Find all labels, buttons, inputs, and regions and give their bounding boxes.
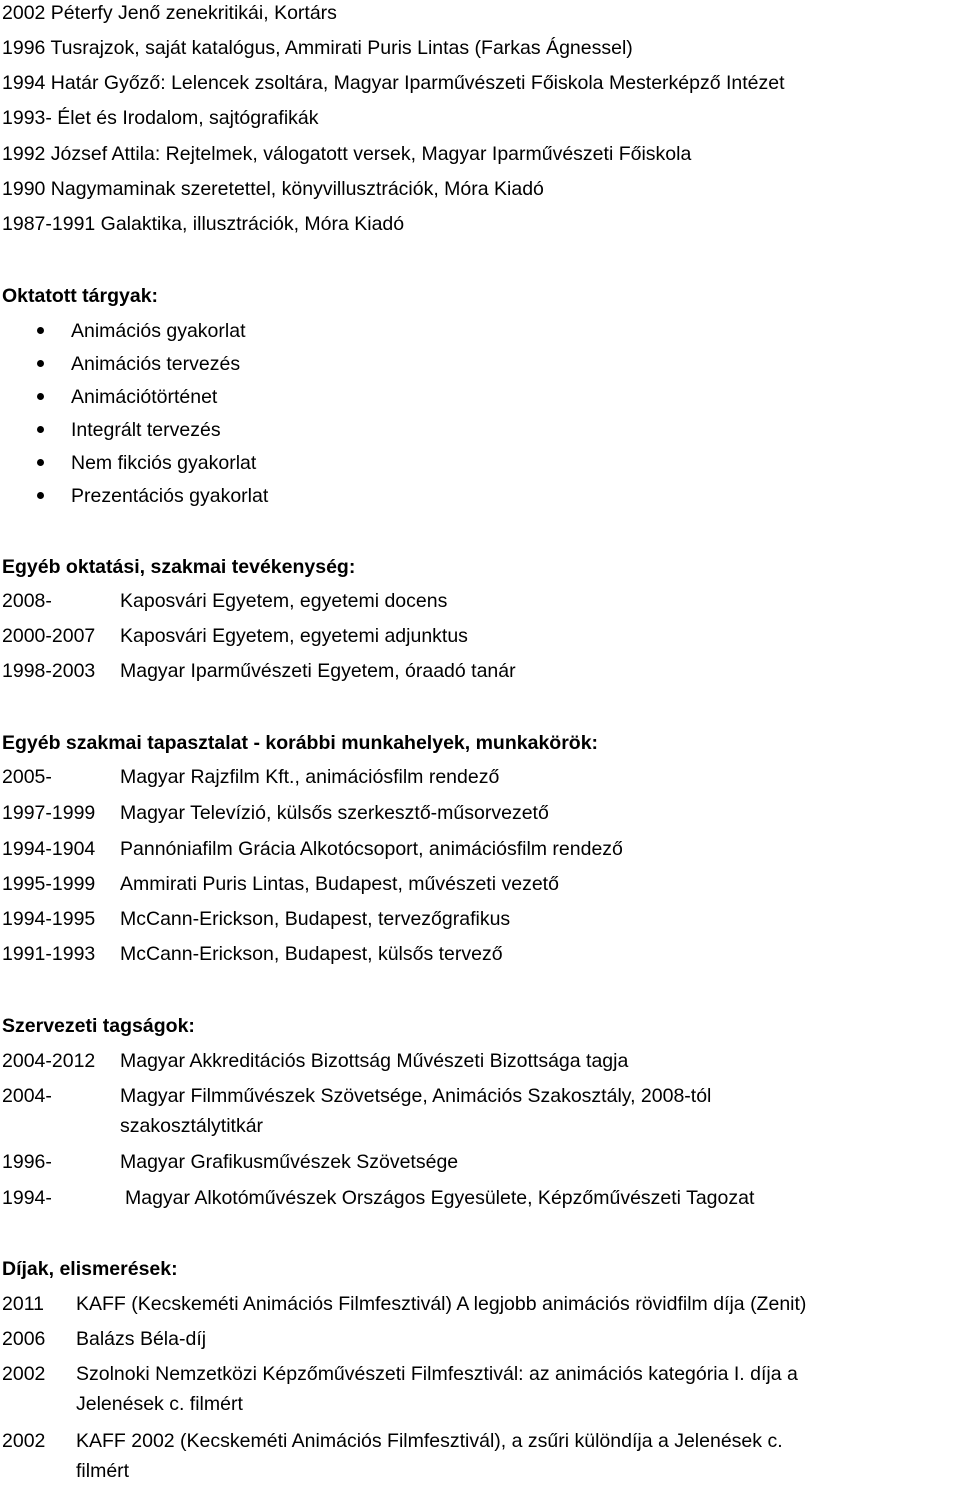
publication-line: 1987-1991 Galaktika, illusztrációk, Móra Kiadó	[2, 213, 405, 235]
publication-line: 1992 József Attila: Rejtelmek, válogatott versek, Magyar Iparművészeti Főiskola	[2, 143, 692, 165]
entry-text: McCann-Erickson, Budapest, tervezőgrafikus	[120, 908, 511, 930]
section-heading-memberships: Szervezeti tagságok:	[2, 1015, 195, 1037]
bullet-icon	[37, 492, 44, 499]
entry-text: Pannóniafilm Grácia Alkotócsoport, animációsfilm rendező	[120, 838, 623, 860]
year-label: 2011	[2, 1293, 44, 1315]
list-item	[37, 485, 268, 508]
subject-label: Integrált tervezés	[71, 419, 221, 441]
entry-text: Magyar Iparművészeti Egyetem, óraadó tanár	[120, 660, 516, 682]
entry-text: Magyar Rajzfilm Kft., animációsfilm rendező	[120, 766, 500, 788]
entry-text: KAFF (Kecskeméti Animációs Filmfesztivál) A legjobb animációs rövidfilm díja (Zenit)	[76, 1293, 807, 1315]
publication-line: 1994 Határ Győző: Lelencek zsoltára, Magyar Iparművészeti Főiskola Mesterképző Intézet	[2, 72, 785, 94]
list-item	[37, 419, 221, 442]
entry-text: Magyar Televízió, külsős szerkesztő-műsorvezető	[120, 802, 549, 824]
entry-text: Kaposvári Egyetem, egyetemi adjunktus	[120, 625, 468, 647]
list-item	[37, 452, 256, 475]
entry-text: Balázs Béla-díj	[76, 1328, 207, 1350]
section-heading-experience: Egyéb szakmai tapasztalat - korábbi munkahelyek, munkakörök:	[2, 732, 599, 754]
entry-text-continued: filmért	[76, 1460, 130, 1482]
subject-label: Nem fikciós gyakorlat	[71, 452, 257, 474]
section-heading-subjects: Oktatott tárgyak:	[2, 285, 159, 307]
subject-label: Prezentációs gyakorlat	[71, 485, 269, 507]
list-item	[37, 353, 240, 376]
year-label: 2004-2012	[2, 1050, 96, 1072]
bullet-icon	[37, 327, 44, 334]
year-label: 1991-1993	[2, 943, 96, 965]
year-label: 1994-1904	[2, 838, 96, 860]
entry-text-continued: szakosztálytitkár	[120, 1115, 264, 1137]
year-label: 2002	[2, 1363, 46, 1385]
entry-text: Kaposvári Egyetem, egyetemi docens	[120, 590, 448, 612]
year-label: 2002	[2, 1430, 46, 1452]
list-item	[37, 320, 246, 343]
publication-line: 1990 Nagymaminak szeretettel, könyvillusztrációk, Móra Kiadó	[2, 178, 544, 200]
entry-text: Magyar Filmművészek Szövetsége, Animációs Szakosztály, 2008-tól	[120, 1085, 712, 1107]
publication-line: 2002 Péterfy Jenő zenekritikái, Kortárs	[2, 2, 337, 24]
subject-label: Animációs tervezés	[71, 353, 241, 375]
section-heading-teaching: Egyéb oktatási, szakmai tevékenység:	[2, 556, 356, 578]
section-heading-awards: Díjak, elismerések:	[2, 1258, 178, 1280]
publication-line: 1993- Élet és Irodalom, sajtógrafikák	[2, 107, 319, 129]
entry-text: KAFF 2002 (Kecskeméti Animációs Filmfesztivál), a zsűri különdíja a Jelenések c.	[76, 1430, 783, 1452]
year-label: 1994-1995	[2, 908, 96, 930]
year-label: 1994-	[2, 1187, 52, 1209]
year-label: 2000-2007	[2, 625, 96, 647]
year-label: 1995-1999	[2, 873, 96, 895]
year-label: 2006	[2, 1328, 46, 1350]
subject-label: Animációtörténet	[71, 386, 218, 408]
entry-text: Ammirati Puris Lintas, Budapest, művészeti vezető	[120, 873, 559, 895]
year-label: 2008-	[2, 590, 52, 612]
entry-text: Magyar Alkotóművészek Országos Egyesülete, Képzőművészeti Tagozat	[125, 1187, 755, 1209]
bullet-icon	[37, 393, 44, 400]
year-label: 1997-1999	[2, 802, 96, 824]
bullet-icon	[37, 426, 44, 433]
list-item	[37, 386, 217, 409]
year-label: 1998-2003	[2, 660, 96, 682]
year-label: 2004-	[2, 1085, 52, 1107]
publication-line: 1996 Tusrajzok, saját katalógus, Ammirati Puris Lintas (Farkas Ágnessel)	[2, 37, 633, 59]
entry-text: McCann-Erickson, Budapest, külsős tervező	[120, 943, 503, 965]
entry-text-continued: Jelenések c. filmért	[76, 1393, 243, 1415]
entry-text: Magyar Akkreditációs Bizottság Művészeti Bizottsága tagja	[120, 1050, 629, 1072]
year-label: 2005-	[2, 766, 52, 788]
subject-label: Animációs gyakorlat	[71, 320, 246, 342]
entry-text: Magyar Grafikusművészek Szövetsége	[120, 1151, 459, 1173]
entry-text: Szolnoki Nemzetközi Képzőművészeti Filmfesztivál: az animációs kategória I. díja a	[76, 1363, 798, 1385]
bullet-icon	[37, 360, 44, 367]
bullet-icon	[37, 459, 44, 466]
year-label: 1996-	[2, 1151, 52, 1173]
